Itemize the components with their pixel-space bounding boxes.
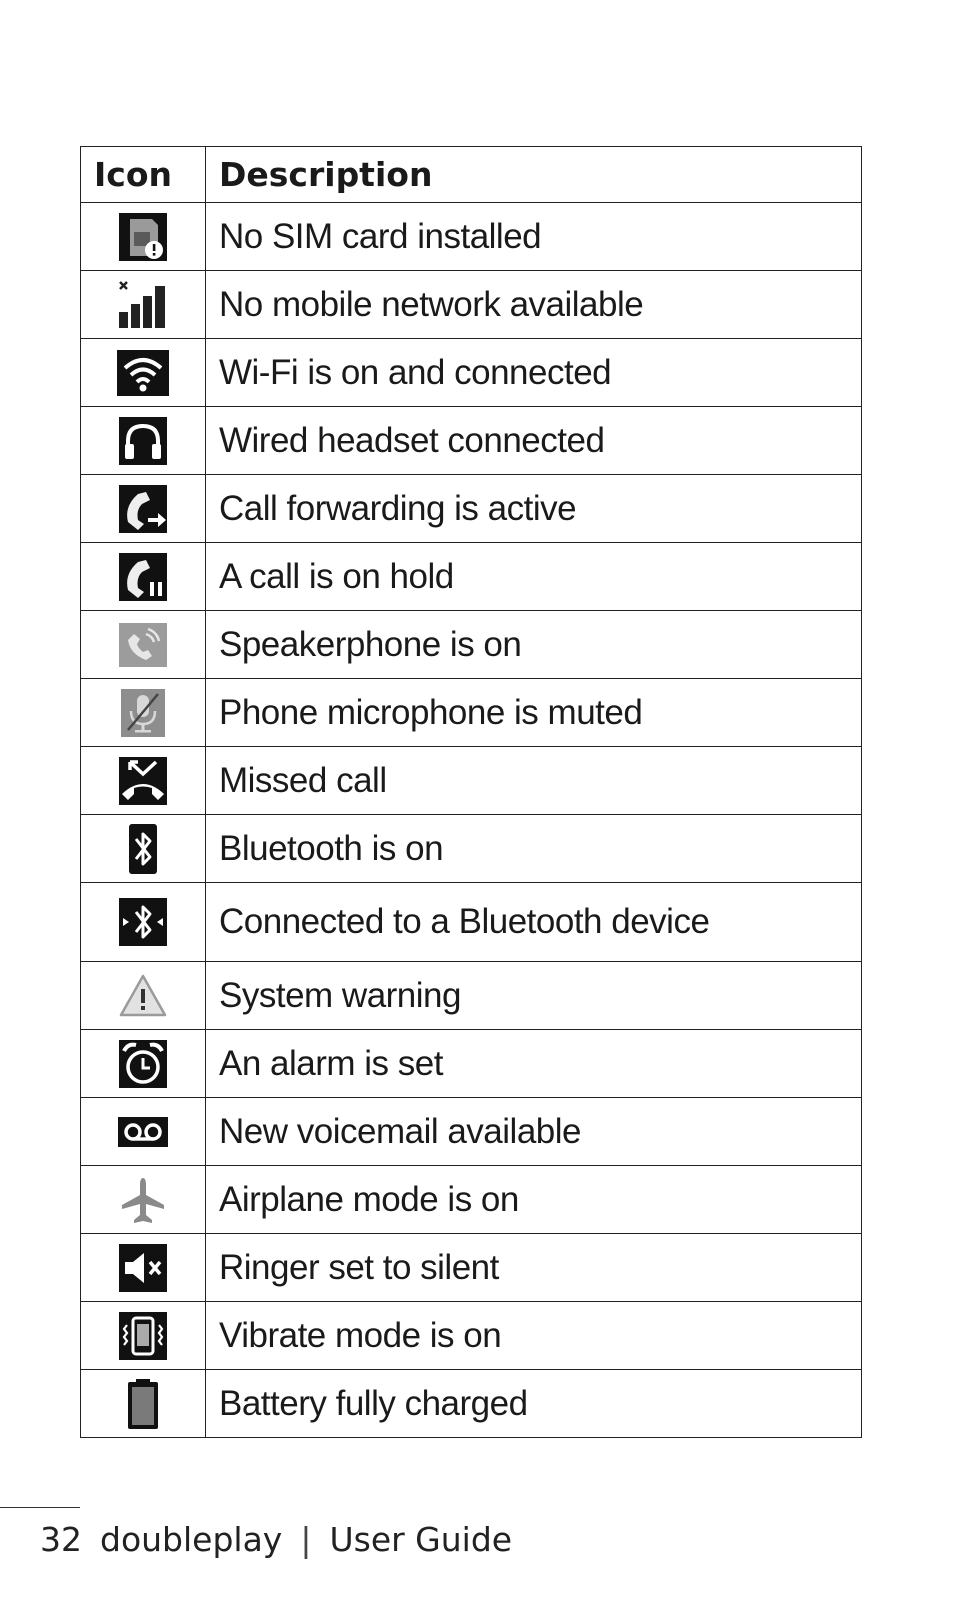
- table-row: [81, 962, 862, 1030]
- row-description: Bluetooth is on: [206, 815, 862, 883]
- row-description: Speakerphone is on: [206, 611, 862, 679]
- missed-call-icon: [116, 754, 170, 808]
- row-description: Wi-Fi is on and connected: [206, 339, 862, 407]
- call-forwarding-icon: [116, 482, 170, 536]
- bluetooth-icon: [116, 822, 170, 876]
- table-row: [81, 407, 862, 475]
- row-description: Phone microphone is muted: [206, 679, 862, 747]
- vibrate-icon: [116, 1309, 170, 1363]
- table-row: [81, 883, 862, 962]
- table-row: [81, 1234, 862, 1302]
- table-row: [81, 815, 862, 883]
- row-description: Call forwarding is active: [206, 475, 862, 543]
- mic-muted-icon: [116, 686, 170, 740]
- row-description: Missed call: [206, 747, 862, 815]
- headset-icon: [116, 414, 170, 468]
- guide-title: User Guide: [329, 1520, 513, 1559]
- table-row: [81, 271, 862, 339]
- bluetooth-connected-icon: [116, 895, 170, 949]
- product-name: doubleplay: [100, 1520, 283, 1559]
- row-description: A call is on hold: [206, 543, 862, 611]
- table-row: [81, 1370, 862, 1438]
- table-row: [81, 747, 862, 815]
- row-description: No mobile network available: [206, 271, 862, 339]
- row-description: Ringer set to silent: [206, 1234, 862, 1302]
- airplane-icon: [116, 1173, 170, 1227]
- ringer-silent-icon: [116, 1241, 170, 1295]
- table-header-row: [81, 147, 862, 203]
- table-row: [81, 339, 862, 407]
- row-description: New voicemail available: [206, 1098, 862, 1166]
- table-row: [81, 1030, 862, 1098]
- alarm-icon: [116, 1037, 170, 1091]
- row-description: Battery fully charged: [206, 1370, 862, 1438]
- table-row: [81, 543, 862, 611]
- row-description: System warning: [206, 962, 862, 1030]
- row-description: An alarm is set: [206, 1030, 862, 1098]
- header-description: Description: [206, 147, 862, 203]
- voicemail-icon: [116, 1105, 170, 1159]
- icon-description-table: [80, 146, 862, 1438]
- footer-rule: [0, 1507, 80, 1508]
- speakerphone-icon: [116, 618, 170, 672]
- table-row: [81, 1302, 862, 1370]
- wifi-icon: [116, 346, 170, 400]
- table-row: [81, 1166, 862, 1234]
- row-description: No SIM card installed: [206, 203, 862, 271]
- page-number: 32: [40, 1520, 82, 1559]
- header-icon: Icon: [81, 147, 206, 203]
- call-hold-icon: [116, 550, 170, 604]
- table-row: [81, 1098, 862, 1166]
- table-row: [81, 203, 862, 271]
- battery-full-icon: [116, 1377, 170, 1431]
- table-row: [81, 611, 862, 679]
- no-network-icon: [116, 278, 170, 332]
- table-row: [81, 679, 862, 747]
- footer-separator: |: [300, 1520, 312, 1559]
- row-description: Airplane mode is on: [206, 1166, 862, 1234]
- row-description: Wired headset connected: [206, 407, 862, 475]
- table-row: [81, 475, 862, 543]
- row-description: Vibrate mode is on: [206, 1302, 862, 1370]
- warning-icon: [116, 969, 170, 1023]
- no-sim-icon: [116, 210, 170, 264]
- page-footer: [40, 1520, 512, 1559]
- row-description: Connected to a Bluetooth device: [206, 883, 862, 962]
